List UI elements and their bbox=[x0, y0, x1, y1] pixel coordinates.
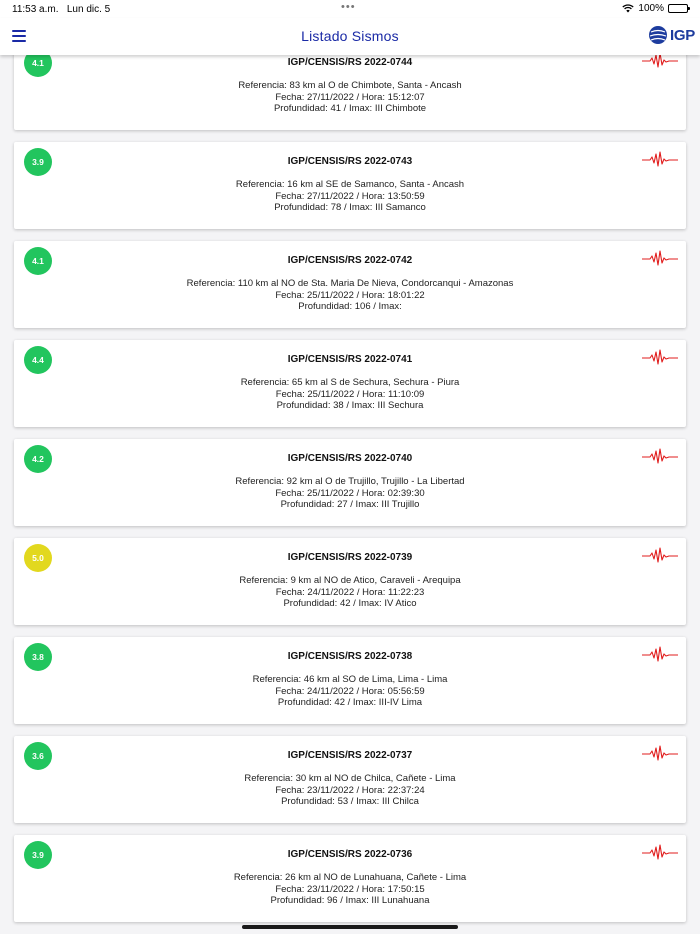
magnitude-badge: 3.9 bbox=[24, 841, 52, 869]
magnitude-badge: 3.9 bbox=[24, 148, 52, 176]
quake-referencia: Referencia: 26 km al NO de Lunahuana, Cañete - Lima bbox=[233, 872, 467, 883]
quake-card[interactable] bbox=[14, 439, 686, 526]
magnitude-badge: 4.1 bbox=[24, 55, 52, 77]
magnitude-badge: 3.6 bbox=[24, 742, 52, 770]
quake-referencia: Referencia: 83 km al O de Chimbote, Santa - Ancash bbox=[238, 80, 462, 91]
quake-profundidad: Profundidad: 27 / Imax: III Trujillo bbox=[280, 499, 420, 511]
status-date: Lun dic. 5 bbox=[66, 4, 111, 15]
quake-details bbox=[14, 476, 686, 511]
quake-code: IGP/CENSIS/RS 2022-0742 bbox=[287, 255, 413, 266]
quake-code: IGP/CENSIS/RS 2022-0741 bbox=[287, 354, 413, 365]
magnitude-badge: 5.0 bbox=[24, 544, 52, 572]
quake-referencia: Referencia: 46 km al SO de Lima, Lima - Lima bbox=[252, 674, 448, 685]
quake-details bbox=[14, 179, 686, 214]
quake-referencia: Referencia: 92 km al O de Trujillo, Trujillo - La Libertad bbox=[235, 476, 465, 487]
quake-fecha: Fecha: 25/11/2022 / Hora: 18:01:22 bbox=[275, 289, 425, 301]
quake-code: IGP/CENSIS/RS 2022-0740 bbox=[287, 453, 413, 464]
quake-fecha: Fecha: 24/11/2022 / Hora: 11:22:23 bbox=[275, 586, 425, 598]
seismogram-icon[interactable] bbox=[642, 447, 678, 465]
status-time-text: 11:53 a.m. bbox=[12, 4, 59, 15]
quake-fecha: Fecha: 25/11/2022 / Hora: 11:10:09 bbox=[275, 388, 425, 400]
quake-card[interactable] bbox=[14, 241, 686, 328]
quake-code: IGP/CENSIS/RS 2022-0743 bbox=[287, 156, 413, 167]
quake-referencia: Referencia: 65 km al S de Sechura, Sechura - Piura bbox=[240, 377, 460, 388]
seismogram-icon[interactable] bbox=[642, 150, 678, 168]
quake-details bbox=[14, 872, 686, 907]
seismogram-icon[interactable] bbox=[642, 249, 678, 267]
quake-code: IGP/CENSIS/RS 2022-0738 bbox=[287, 651, 413, 662]
magnitude-badge: 3.8 bbox=[24, 643, 52, 671]
quake-details bbox=[14, 674, 686, 709]
quake-referencia: Referencia: 30 km al NO de Chilca, Cañete - Lima bbox=[244, 773, 456, 784]
quake-card[interactable] bbox=[14, 538, 686, 625]
quake-fecha: Fecha: 25/11/2022 / Hora: 02:39:30 bbox=[275, 487, 425, 499]
igp-logo bbox=[648, 25, 695, 45]
page-title: Listado Sismos bbox=[301, 28, 399, 44]
quake-profundidad: Profundidad: 38 / Imax: III Sechura bbox=[276, 400, 424, 412]
quake-profundidad: Profundidad: 41 / Imax: III Chimbote bbox=[273, 103, 427, 115]
quake-card[interactable] bbox=[14, 835, 686, 922]
quake-card[interactable] bbox=[14, 55, 686, 130]
quake-profundidad: Profundidad: 106 / Imax: bbox=[298, 301, 402, 313]
home-indicator[interactable] bbox=[242, 925, 458, 929]
quake-referencia: Referencia: 16 km al SE de Samanco, Santa - Ancash bbox=[235, 179, 465, 190]
battery-icon bbox=[668, 4, 688, 13]
quake-details bbox=[14, 80, 686, 115]
quake-profundidad: Profundidad: 96 / Imax: III Lunahuana bbox=[270, 895, 430, 907]
quake-fecha: Fecha: 23/11/2022 / Hora: 17:50:15 bbox=[275, 883, 425, 895]
seismogram-icon[interactable] bbox=[642, 348, 678, 366]
quake-fecha: Fecha: 23/11/2022 / Hora: 22:37:24 bbox=[275, 784, 425, 796]
seismogram-icon[interactable] bbox=[642, 546, 678, 564]
quake-card[interactable] bbox=[14, 637, 686, 724]
quake-details bbox=[14, 773, 686, 808]
quake-code: IGP/CENSIS/RS 2022-0744 bbox=[287, 57, 413, 68]
quake-code: IGP/CENSIS/RS 2022-0736 bbox=[287, 849, 413, 860]
status-bar bbox=[0, 0, 700, 18]
quake-referencia: Referencia: 9 km al NO de Atico, Caraveli - Arequipa bbox=[239, 575, 461, 586]
quake-profundidad: Profundidad: 42 / Imax: IV Atico bbox=[283, 598, 417, 610]
quake-referencia: Referencia: 110 km al NO de Sta. Maria De Nieva, Condorcanqui - Amazonas bbox=[186, 278, 514, 289]
multitasking-dots-icon[interactable]: ••• bbox=[341, 1, 356, 13]
quake-details bbox=[14, 278, 686, 313]
quake-list[interactable] bbox=[0, 55, 700, 934]
quake-fecha: Fecha: 27/11/2022 / Hora: 13:50:59 bbox=[275, 190, 425, 202]
magnitude-badge: 4.4 bbox=[24, 346, 52, 374]
app-bar bbox=[0, 18, 700, 55]
quake-profundidad: Profundidad: 53 / Imax: III Chilca bbox=[281, 796, 419, 808]
logo-text: IGP bbox=[670, 26, 695, 44]
quake-fecha: Fecha: 24/11/2022 / Hora: 05:56:59 bbox=[275, 685, 425, 697]
seismogram-icon[interactable] bbox=[642, 843, 678, 861]
status-right bbox=[622, 3, 688, 14]
seismogram-icon[interactable] bbox=[642, 744, 678, 762]
status-time bbox=[12, 4, 110, 15]
quake-details bbox=[14, 575, 686, 610]
quake-fecha: Fecha: 27/11/2022 / Hora: 15:12:07 bbox=[275, 91, 425, 103]
quake-details bbox=[14, 377, 686, 412]
globe-icon bbox=[648, 25, 668, 45]
wifi-icon bbox=[622, 4, 634, 13]
seismogram-icon[interactable] bbox=[642, 55, 678, 69]
quake-profundidad: Profundidad: 78 / Imax: III Samanco bbox=[274, 202, 426, 214]
quake-profundidad: Profundidad: 42 / Imax: III-IV Lima bbox=[277, 697, 423, 709]
quake-card[interactable] bbox=[14, 142, 686, 229]
quake-code: IGP/CENSIS/RS 2022-0739 bbox=[287, 552, 413, 563]
magnitude-badge: 4.1 bbox=[24, 247, 52, 275]
quake-card[interactable] bbox=[14, 340, 686, 427]
quake-card[interactable] bbox=[14, 736, 686, 823]
seismogram-icon[interactable] bbox=[642, 645, 678, 663]
magnitude-badge: 4.2 bbox=[24, 445, 52, 473]
quake-code: IGP/CENSIS/RS 2022-0737 bbox=[287, 750, 413, 761]
battery-percent: 100% bbox=[638, 3, 664, 14]
